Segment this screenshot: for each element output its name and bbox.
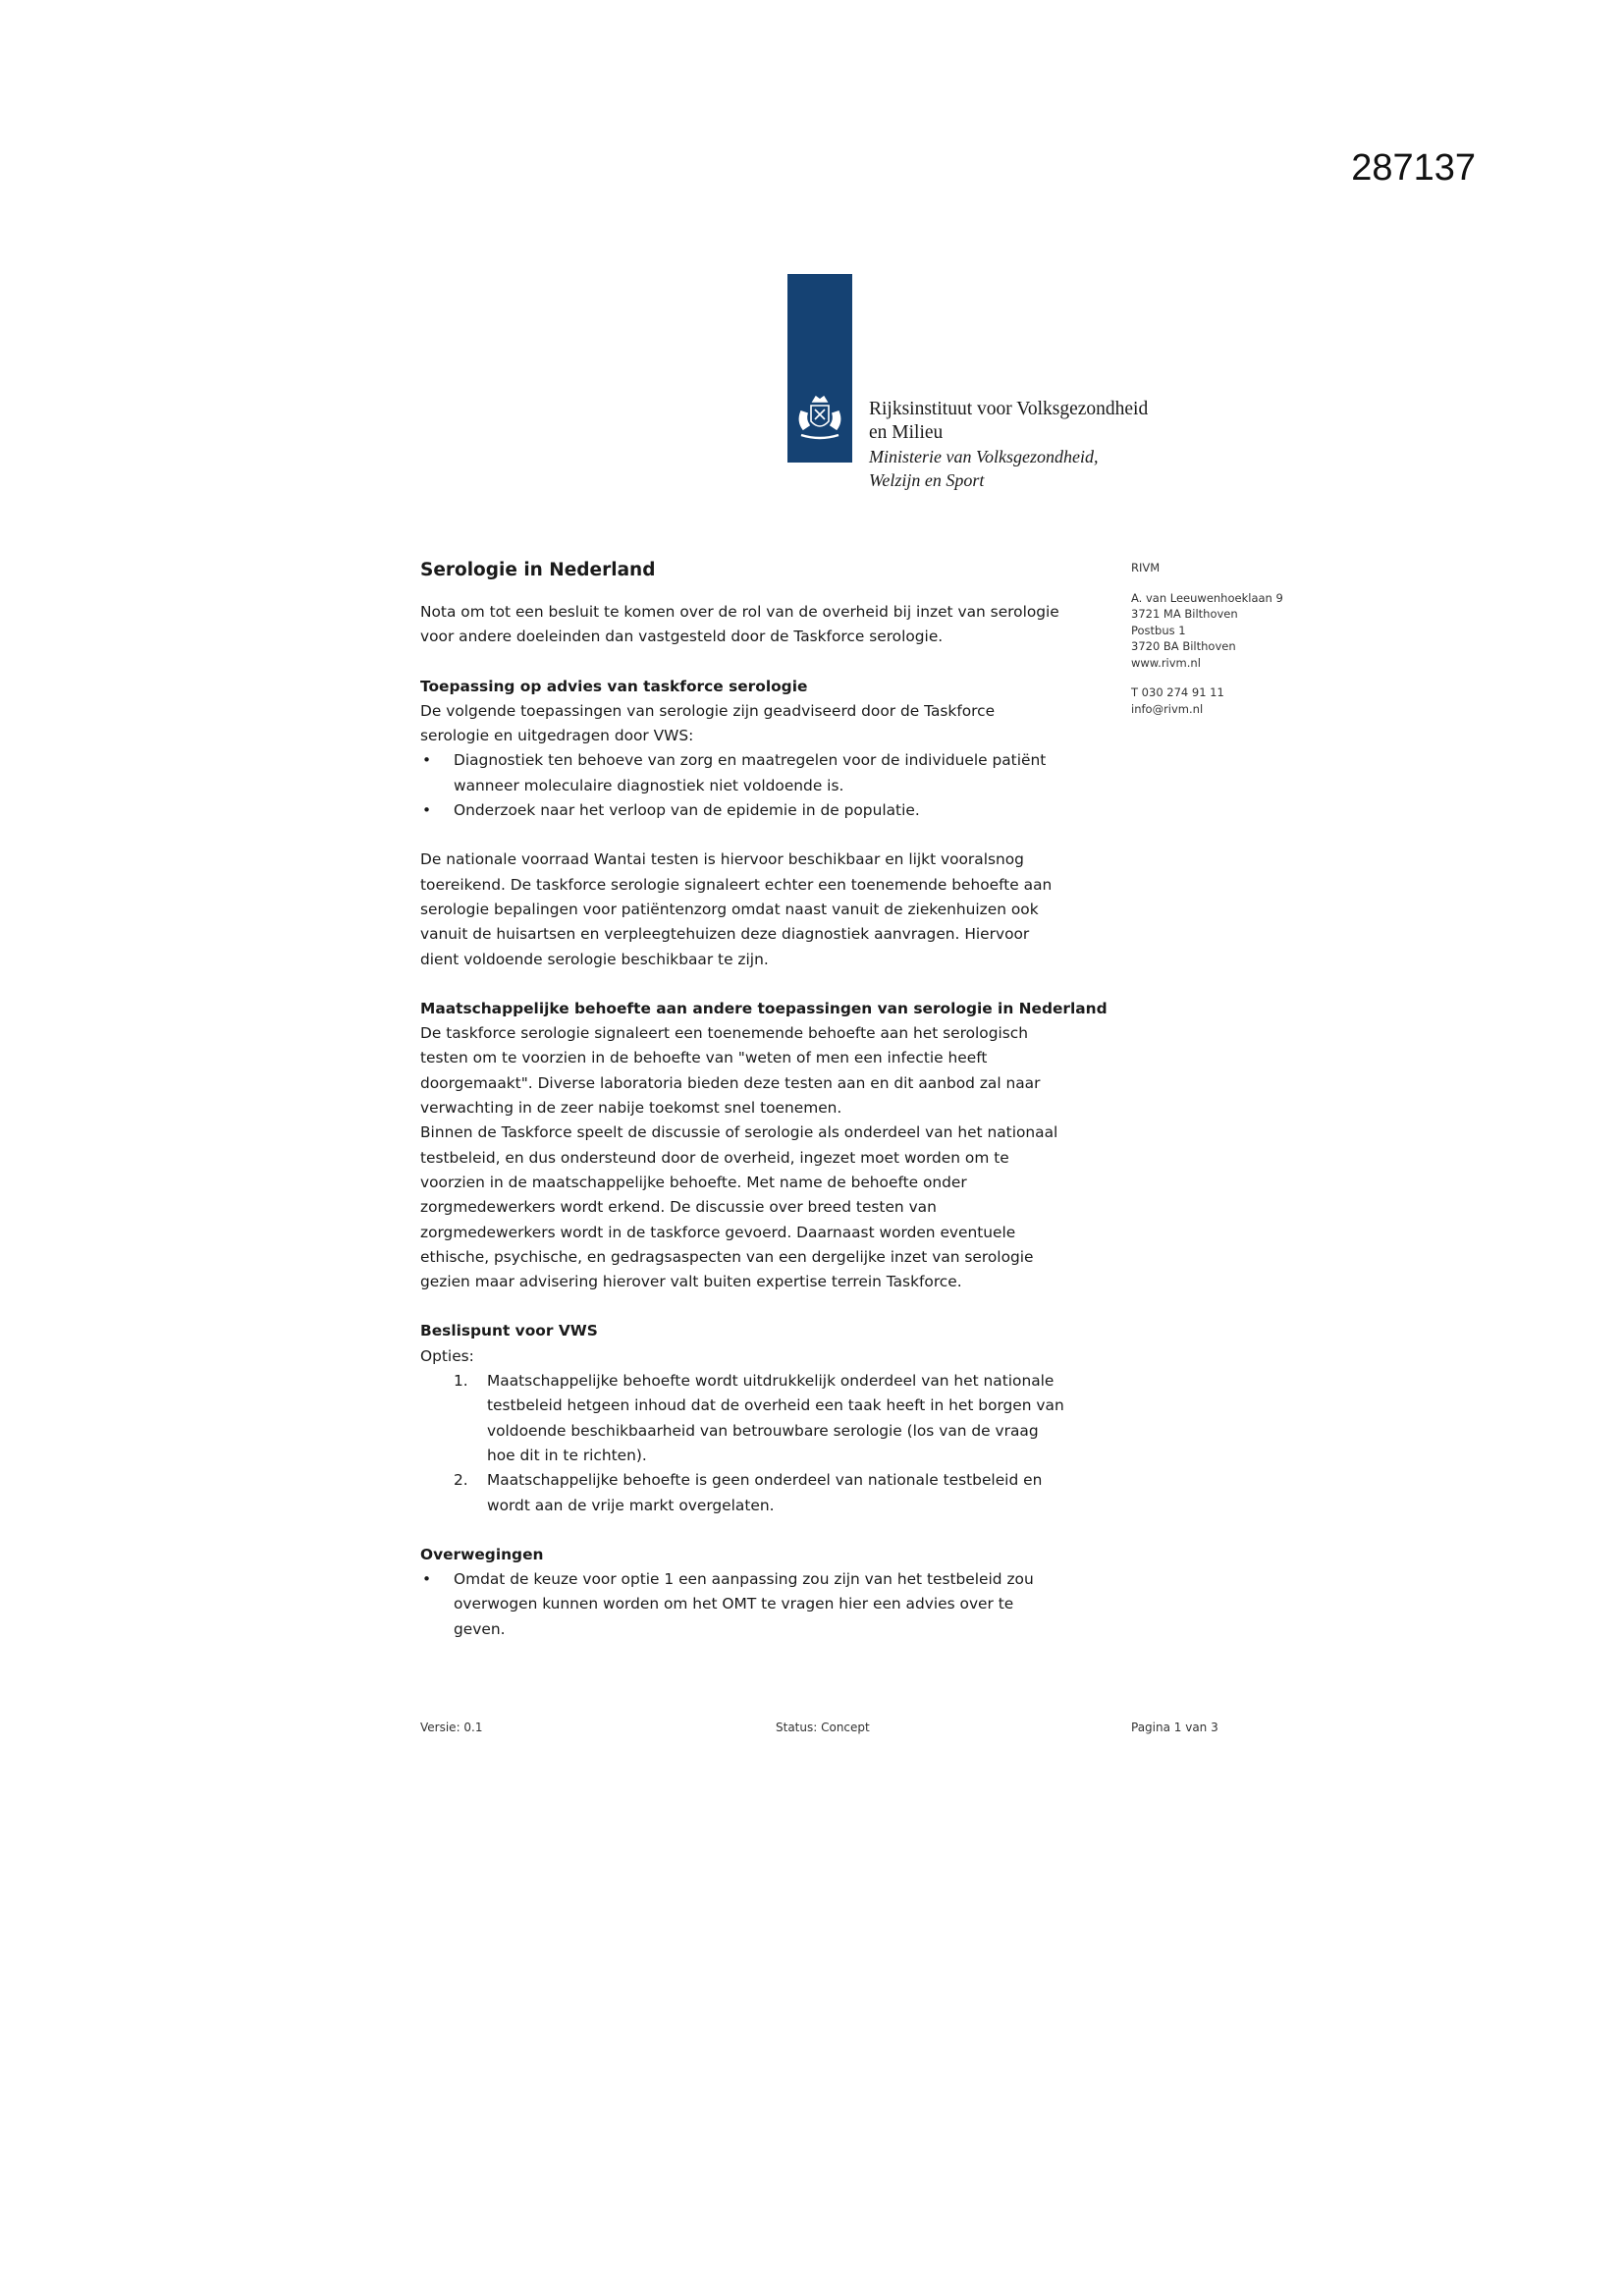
option-line: wordt aan de vrije markt overgelaten. [487, 1496, 775, 1514]
org-name-line1: Rijksinstituut voor Volksgezondheid [869, 399, 1149, 419]
paragraph-line: toereikend. De taskforce serologie signaleert echter een toenemende behoefte aan [420, 875, 1053, 894]
paragraph-line: gezien maar advisering hierover valt buiten expertise terrein Taskforce. [420, 1273, 962, 1291]
paragraph-line: testen om te voorzien in de behoefte van "weten of men een infectie heeft [420, 1049, 988, 1067]
option-line: testbeleid hetgeen inhoud dat de overheid een taak heeft in het borgen van [487, 1396, 1064, 1415]
section-heading: Overwegingen [420, 1545, 544, 1563]
address-line: A. van Leeuwenhoeklaan 9 [1131, 590, 1283, 605]
address-line: 3721 MA Bilthoven [1131, 607, 1238, 621]
section-heading: Beslispunt voor VWS [420, 1322, 598, 1340]
footer-version: Versie: 0.1 [420, 1721, 483, 1734]
option-line: voldoende beschikbaarheid van betrouwbare serologie (los van de vraag [487, 1421, 1039, 1440]
paragraph-line: Binnen de Taskforce speelt de discussie of serologie als onderdeel van het nationaal [420, 1123, 1058, 1142]
paragraph-line: doorgemaakt". Diverse laboratoria bieden deze testen aan en dit aanbod zal naar [420, 1073, 1041, 1092]
option-number: 1. [454, 1372, 468, 1391]
paragraph-line: vanuit de huisartsen en verpleegtehuizen deze diagnostiek aanvragen. Hiervoor [420, 925, 1030, 944]
section-text-line: serologie en uitgedragen door VWS: [420, 727, 694, 745]
bullet-line: overwogen kunnen worden om het OMT te vragen hier een advies over te [454, 1595, 1014, 1613]
paragraph-line: serologie bepalingen voor patiëntenzorg omdat naast vanuit de ziekenhuizen ook [420, 900, 1039, 918]
paragraph-line: De taskforce serologie signaleert een toenemende behoefte aan het serologisch [420, 1024, 1028, 1043]
document-number: 287137 [1351, 147, 1476, 189]
option-item [420, 1468, 1127, 1518]
document-body [420, 558, 1127, 1642]
option-line: Maatschappelijke behoefte wordt uitdrukkelijk onderdeel van het nationale [487, 1372, 1055, 1391]
paragraph-line: ethische, psychische, en gedragsaspecten van een dergelijke inzet van serologie [420, 1247, 1034, 1266]
option-item [420, 1369, 1127, 1468]
footer-page-number: Pagina 1 van 3 [1131, 1721, 1218, 1734]
ministry-line1: Ministerie van Volksgezondheid, [869, 447, 1099, 466]
bullet-item [420, 748, 1127, 798]
address-line: 3720 BA Bilthoven [1131, 639, 1236, 653]
options-list [420, 1369, 1127, 1518]
organisation-header [869, 398, 1148, 492]
bullet-list [420, 1567, 1127, 1642]
bullet-item [420, 1567, 1127, 1642]
paragraph-line: voorzien in de maatschappelijke behoefte. Met name de behoefte onder [420, 1173, 967, 1191]
paragraph-line: zorgmedewerkers wordt erkend. De discussie over breed testen van [420, 1198, 937, 1217]
section-heading: Maatschappelijke behoefte aan andere toepassingen van serologie in Nederland [420, 999, 1108, 1017]
option-line: Maatschappelijke behoefte is geen onderdeel van nationale testbeleid en [487, 1471, 1043, 1490]
document-title: Serologie in Nederland [420, 560, 656, 580]
bullet-line: • Onderzoek naar het verloop van de epidemie in de populatie. [454, 801, 920, 820]
bullet-line: • Diagnostiek ten behoeve van zorg en maatregelen voor de individuele patiënt [454, 751, 1047, 770]
intro-line: voor andere doeleinden dan vastgesteld door de Taskforce serologie. [420, 628, 944, 646]
option-number: 2. [454, 1471, 468, 1490]
bullet-line: • Omdat de keuze voor optie 1 een aanpassing zou zijn van het testbeleid zou [454, 1570, 1034, 1589]
address-line: Postbus 1 [1131, 623, 1186, 637]
paragraph-line: De nationale voorraad Wantai testen is hiervoor beschikbaar en lijkt vooralsnog [420, 850, 1024, 869]
org-name-line2: en Milieu [869, 422, 944, 443]
email-link[interactable]: info@rivm.nl [1131, 701, 1204, 716]
paragraph-line: dient voldoende serologie beschikbaar te zijn. [420, 950, 769, 968]
paragraph-line: testbeleid, en dus ondersteund door de overheid, ingezet moet worden om te [420, 1148, 1009, 1167]
options-label: Opties: [420, 1346, 474, 1365]
phone-number: T 030 274 91 11 [1131, 685, 1224, 699]
ministry-line2: Welzijn en Sport [869, 470, 985, 490]
bullet-line: geven. [454, 1619, 506, 1638]
bullet-item [420, 798, 1127, 823]
paragraph-line: zorgmedewerkers wordt in de taskforce gevoerd. Daarnaast worden eventuele [420, 1223, 1016, 1241]
bullet-list [420, 748, 1127, 823]
bullet-line: wanneer moleculaire diagnostiek niet voldoende is. [454, 776, 844, 794]
sender-sidebar [1131, 560, 1283, 717]
section-text-line: De volgende toepassingen van serologie zijn geadviseerd door de Taskforce [420, 701, 996, 720]
royal-crest-icon [793, 392, 846, 445]
footer-status: Status: Concept [776, 1721, 870, 1734]
sidebar-org: RIVM [1131, 561, 1161, 574]
website-link[interactable]: www.rivm.nl [1131, 655, 1201, 670]
section-heading: Toepassing op advies van taskforce serologie [420, 677, 808, 695]
paragraph-line: verwachting in de zeer nabije toekomst snel toenemen. [420, 1099, 842, 1118]
rijksoverheid-logo-bar [787, 274, 852, 463]
intro-line: Nota om tot een besluit te komen over de rol van de overheid bij inzet van serologie [420, 603, 1059, 621]
option-line: hoe dit in te richten). [487, 1446, 647, 1464]
